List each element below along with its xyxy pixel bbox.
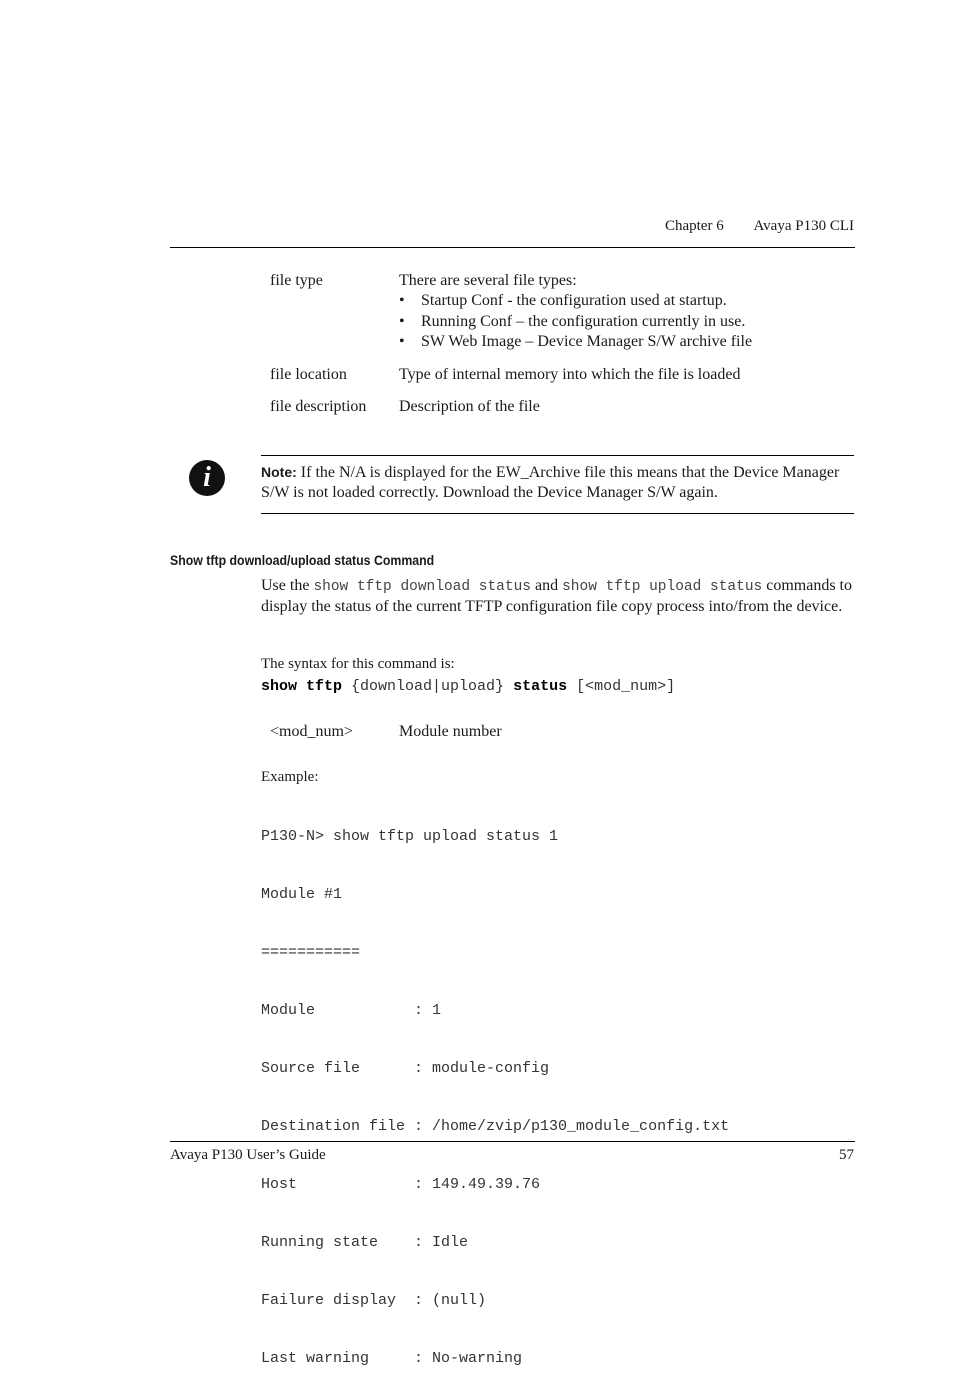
code-line: Module #1 xyxy=(261,886,343,903)
note-label: Note: xyxy=(261,464,297,480)
code-line: Last warning : No-warning xyxy=(261,1350,523,1367)
code-line: Source file : module-config xyxy=(261,1060,550,1077)
code-line: =========== xyxy=(261,944,361,961)
definition-description: Description of the file xyxy=(399,398,540,415)
code-line: Destination file : /home/zvip/p130_module_config.txt xyxy=(261,1118,730,1135)
code-line: P130-N> show tftp upload status 1 xyxy=(261,828,559,845)
definition-description: Type of internal memory into which the file is loaded xyxy=(399,366,741,383)
definition-term: file type xyxy=(270,272,323,289)
note-text: If the N/A is displayed for the EW_Archive file this means that the Device Manager S/W is not loaded correctly. Download the Device Manager S/W again. xyxy=(261,464,840,501)
example-label: Example: xyxy=(261,769,319,785)
note-bottom-rule xyxy=(261,513,854,514)
file-type-list xyxy=(399,291,839,353)
section-heading: Show tftp download/upload status Command xyxy=(170,552,435,568)
syntax-lead: The syntax for this command is: xyxy=(261,656,455,672)
note-top-rule xyxy=(261,455,854,456)
parameter-name: <mod_num> xyxy=(270,723,353,740)
running-header xyxy=(639,216,854,236)
definition-description xyxy=(399,271,839,353)
code-line: Module : 1 xyxy=(261,1002,442,1019)
info-icon: i xyxy=(189,460,225,496)
example-output xyxy=(261,791,729,1388)
footer-guide-title: Avaya P130 User’s Guide xyxy=(170,1147,326,1163)
command-inline: show tftp download status xyxy=(313,579,531,595)
syntax-argument: [<mod_num>] xyxy=(576,678,676,695)
chapter-title: Avaya P130 CLI xyxy=(753,218,854,234)
intro-paragraph xyxy=(261,576,856,617)
note xyxy=(261,462,854,503)
chapter-label: Chapter 6 xyxy=(664,218,724,234)
list-item: • Running Conf – the configuration currently in use. xyxy=(399,312,839,333)
code-line: Host : 149.49.39.76 xyxy=(261,1176,541,1193)
intro-text: Use the xyxy=(261,577,310,594)
code-line: Failure display : (null) xyxy=(261,1292,487,1309)
header-rule xyxy=(170,247,855,248)
command-inline: show tftp upload status xyxy=(562,579,763,595)
list-item: • SW Web Image – Device Manager S/W archive file xyxy=(399,332,839,353)
intro-text: commands to display the status of the current TFTP configuration file copy process into/from the device. xyxy=(261,577,852,615)
intro-text: and xyxy=(534,577,559,594)
syntax-keyword: status xyxy=(513,678,568,695)
page-number: 57 xyxy=(839,1147,854,1163)
definition-text: There are several file types: xyxy=(399,272,577,289)
syntax-argument: {download|upload} xyxy=(351,678,505,695)
definition-term: file description xyxy=(270,398,367,415)
syntax-keyword: show tftp xyxy=(261,678,343,695)
definition-term: file location xyxy=(270,366,347,383)
syntax-line xyxy=(261,678,675,695)
list-item: • Startup Conf - the configuration used at startup. xyxy=(399,291,839,312)
footer-rule xyxy=(170,1141,855,1142)
parameter-description: Module number xyxy=(399,723,502,740)
code-line: Running state : Idle xyxy=(261,1234,469,1251)
